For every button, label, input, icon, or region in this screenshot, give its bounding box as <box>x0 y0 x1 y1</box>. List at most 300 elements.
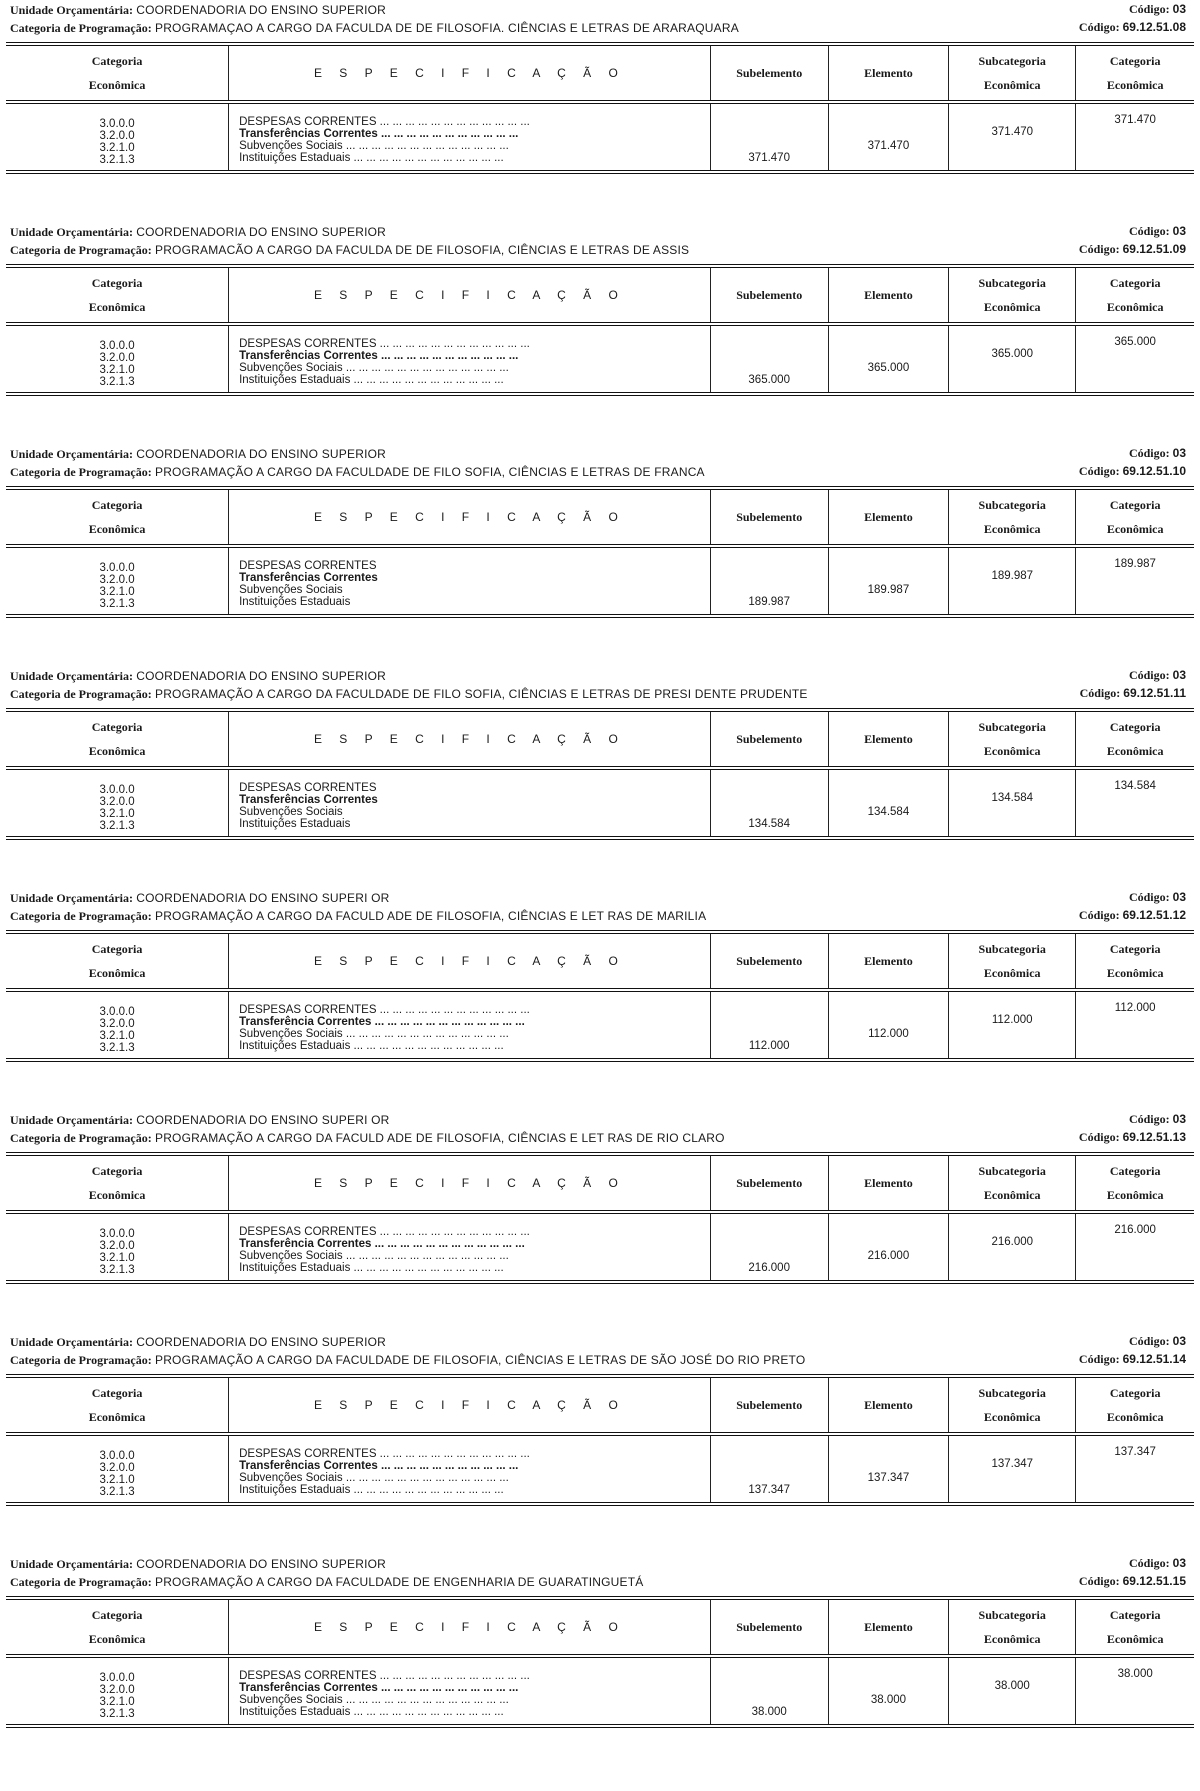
col-especificacao: E S P E C I F I C A Ç Ã O <box>229 1154 711 1212</box>
row-code: 3.2.1.3 <box>99 376 135 388</box>
description-item: Transferência Correntes ... ... ... ... ... ... ... ... ... ... ... ... <box>239 1238 525 1250</box>
row-code: 3.2.1.3 <box>99 1486 135 1498</box>
row-code: 3.2.0.0 <box>99 1240 135 1252</box>
codigo-label: Código: <box>1078 242 1120 256</box>
codes-cell <box>6 1656 229 1726</box>
codigo-2-value: 69.12.51.13 <box>1122 1130 1186 1144</box>
description-cell <box>229 102 711 172</box>
description-item: Transferências Correntes <box>239 572 378 584</box>
row-code: 3.2.1.0 <box>99 1696 135 1708</box>
unidade-label: Unidade Orçamentária: <box>10 1335 133 1349</box>
description-item: Subvenções Sociais <box>239 584 343 596</box>
col-subcategoria: Subcategoria Econômica <box>949 488 1076 546</box>
table-row <box>6 1434 1194 1504</box>
budget-table <box>6 930 1194 1062</box>
elemento-cell <box>828 102 948 172</box>
categoria-cell <box>1076 1212 1194 1282</box>
categoria-value: 112.000 <box>1114 1002 1156 1014</box>
description-item: Transferências Correntes ... ... ... ... ... ... ... ... ... ... ... <box>239 128 519 140</box>
subcategoria-value: 365.000 <box>991 348 1034 360</box>
unidade-label: Unidade Orçamentária: <box>10 225 133 239</box>
codigo-1-value: 03 <box>1172 1112 1186 1126</box>
col-categoria: Categoria Econômica <box>1076 710 1194 768</box>
programacao-value: PROGRAMAÇÃO A CARGO DA FACULD ADE DE FILOSOFIA, CIÊNCIAS E LET RAS DE MARILIA <box>154 909 707 923</box>
programacao-line <box>10 686 1190 704</box>
subelemento-cell <box>710 102 828 172</box>
row-code: 3.2.1.0 <box>99 1252 135 1264</box>
col-categoria: Categoria Econômica <box>1076 1376 1194 1434</box>
col-subelemento: Subelemento <box>710 266 828 324</box>
codigo-2 <box>1079 242 1186 257</box>
description-item: Instituições Estaduais ... ... ... ... ... ... ... ... ... ... ... ... <box>239 152 504 164</box>
col-especificacao: E S P E C I F I C A Ç Ã O <box>229 44 711 102</box>
categoria-cell <box>1076 1434 1194 1504</box>
budget-section <box>6 1554 1194 1728</box>
col-elemento: Elemento <box>828 932 948 990</box>
codigo-2 <box>1079 1130 1186 1145</box>
subelemento-value: 365.000 <box>748 374 790 386</box>
description-item: DESPESAS CORRENTES ... ... ... ... ... ... ... ... ... ... ... ... <box>239 338 530 350</box>
row-code: 3.0.0.0 <box>99 784 135 796</box>
description-item: DESPESAS CORRENTES ... ... ... ... ... ... ... ... ... ... ... ... <box>239 1448 530 1460</box>
col-especificacao: E S P E C I F I C A Ç Ã O <box>229 710 711 768</box>
col-elemento: Elemento <box>828 488 948 546</box>
codigo-label: Código: <box>1079 686 1121 700</box>
row-code: 3.0.0.0 <box>99 118 135 130</box>
row-code: 3.2.0.0 <box>99 574 135 586</box>
programacao-line <box>10 464 1190 482</box>
col-especificacao: E S P E C I F I C A Ç Ã O <box>229 1598 711 1656</box>
row-code: 3.2.1.0 <box>99 364 135 376</box>
description-list <box>229 1658 710 1718</box>
col-subelemento: Subelemento <box>710 710 828 768</box>
description-cell <box>229 768 711 838</box>
codigo-label: Código: <box>1128 1334 1170 1348</box>
unidade-label: Unidade Orçamentária: <box>10 891 133 905</box>
budget-table <box>6 1596 1194 1728</box>
description-item: Instituições Estaduais ... ... ... ... ... ... ... ... ... ... ... ... <box>239 1262 504 1274</box>
table-row <box>6 102 1194 172</box>
description-item: DESPESAS CORRENTES ... ... ... ... ... ... ... ... ... ... ... ... <box>239 1004 530 1016</box>
table-row <box>6 990 1194 1060</box>
description-item: Transferências Correntes ... ... ... ... ... ... ... ... ... ... ... <box>239 350 519 362</box>
col-subelemento: Subelemento <box>710 488 828 546</box>
row-code: 3.2.1.0 <box>99 1474 135 1486</box>
table-header-row <box>6 1376 1194 1434</box>
col-categoria-economica: Categoria Econômica <box>6 488 229 546</box>
budget-section <box>6 1332 1194 1506</box>
col-subelemento: Subelemento <box>710 44 828 102</box>
categoria-value: 365.000 <box>1114 336 1156 348</box>
section-header <box>6 1332 1194 1374</box>
description-list <box>229 326 710 386</box>
description-cell <box>229 990 711 1060</box>
subelemento-value: 137.347 <box>748 1484 790 1496</box>
codigo-1-value: 03 <box>1172 890 1186 904</box>
subelemento-cell <box>710 990 828 1060</box>
table-header-row <box>6 1154 1194 1212</box>
unidade-label: Unidade Orçamentária: <box>10 1557 133 1571</box>
elemento-value: 134.584 <box>867 806 910 818</box>
codigo-label: Código: <box>1128 2 1170 16</box>
description-item: Subvenções Sociais ... ... ... ... ... ... ... ... ... ... ... ... ... <box>239 362 509 374</box>
col-elemento: Elemento <box>828 710 948 768</box>
unidade-value: COORDENADORIA DO ENSINO SUPERIOR <box>136 1557 387 1571</box>
description-item: Subvenções Sociais ... ... ... ... ... ... ... ... ... ... ... ... ... <box>239 140 509 152</box>
categoria-value: 38.000 <box>1117 1668 1153 1680</box>
col-subcategoria: Subcategoria Econômica <box>949 932 1076 990</box>
row-code: 3.2.1.3 <box>99 1042 135 1054</box>
subelemento-value: 216.000 <box>748 1262 790 1274</box>
section-header <box>6 0 1194 42</box>
programacao-label: Categoria de Programação: <box>10 1131 152 1145</box>
codigo-label: Código: <box>1078 1130 1120 1144</box>
elemento-cell <box>828 990 948 1060</box>
budget-table <box>6 1152 1194 1284</box>
programacao-value: PROGRAMAÇÃO A CARGO DA FACULDADE DE ENGENHARIA DE GUARATINGUETÁ <box>154 1575 644 1589</box>
categoria-value: 137.347 <box>1114 1446 1156 1458</box>
budget-table <box>6 486 1194 618</box>
codigo-label: Código: <box>1128 890 1170 904</box>
col-subcategoria: Subcategoria Econômica <box>949 44 1076 102</box>
categoria-cell <box>1076 768 1194 838</box>
table-header-row <box>6 44 1194 102</box>
codigo-label: Código: <box>1128 668 1170 682</box>
description-item: Instituições Estaduais ... ... ... ... ... ... ... ... ... ... ... ... <box>239 1040 504 1052</box>
description-cell <box>229 1212 711 1282</box>
programacao-value: PROGRAMAÇÃO A CARGO DA FACULDADE DE FILO SOFIA, CIÊNCIAS E LETRAS DE FRANCA <box>154 465 705 479</box>
row-code: 3.0.0.0 <box>99 340 135 352</box>
codigo-2 <box>1079 1574 1186 1589</box>
subcategoria-value: 38.000 <box>994 1680 1030 1692</box>
col-categoria: Categoria Econômica <box>1076 1154 1194 1212</box>
codigo-1-value: 03 <box>1172 446 1186 460</box>
budget-section <box>6 888 1194 1062</box>
description-item: Transferências Correntes <box>239 794 378 806</box>
subcategoria-cell <box>949 768 1076 838</box>
codigo-2-value: 69.12.51.09 <box>1122 242 1186 256</box>
codigo-label: Código: <box>1078 1574 1120 1588</box>
col-especificacao: E S P E C I F I C A Ç Ã O <box>229 266 711 324</box>
description-item: DESPESAS CORRENTES <box>239 560 377 572</box>
codigo-1 <box>1129 2 1186 17</box>
description-item: Subvenções Sociais ... ... ... ... ... ... ... ... ... ... ... ... ... <box>239 1028 509 1040</box>
row-code: 3.2.1.3 <box>99 598 135 610</box>
elemento-value: 371.470 <box>867 140 910 152</box>
codigo-1 <box>1129 668 1186 683</box>
table-header-row <box>6 1598 1194 1656</box>
codigo-label: Código: <box>1078 20 1120 34</box>
row-code: 3.2.0.0 <box>99 796 135 808</box>
codigo-2 <box>1079 1352 1186 1367</box>
col-categoria-economica: Categoria Econômica <box>6 44 229 102</box>
description-item: DESPESAS CORRENTES ... ... ... ... ... ... ... ... ... ... ... ... <box>239 116 530 128</box>
programacao-label: Categoria de Programação: <box>10 21 152 35</box>
subcategoria-cell <box>949 102 1076 172</box>
description-item: Subvenções Sociais ... ... ... ... ... ... ... ... ... ... ... ... ... <box>239 1472 509 1484</box>
codigo-1 <box>1129 224 1186 239</box>
programacao-value: PROGRAMAÇAO A CARGO DA FACULDA DE DE FILOSOFIA. CIÊNCIAS E LETRAS DE ARARAQUARA <box>154 21 739 35</box>
programacao-line <box>10 242 1190 260</box>
description-list <box>229 1214 710 1274</box>
description-list <box>229 548 710 608</box>
col-especificacao: E S P E C I F I C A Ç Ã O <box>229 1376 711 1434</box>
unidade-label: Unidade Orçamentária: <box>10 1113 133 1127</box>
col-subelemento: Subelemento <box>710 1154 828 1212</box>
codigo-1 <box>1129 1112 1186 1127</box>
row-code: 3.2.1.0 <box>99 142 135 154</box>
col-subcategoria: Subcategoria Econômica <box>949 1154 1076 1212</box>
codes-cell <box>6 324 229 394</box>
elemento-value: 189.987 <box>867 584 910 596</box>
subelemento-value: 371.470 <box>748 152 790 164</box>
row-code: 3.2.1.0 <box>99 1030 135 1042</box>
codes-cell <box>6 102 229 172</box>
table-row <box>6 768 1194 838</box>
codigo-1 <box>1129 446 1186 461</box>
categoria-cell <box>1076 990 1194 1060</box>
categoria-value: 371.470 <box>1114 114 1156 126</box>
section-header <box>6 222 1194 264</box>
col-subcategoria: Subcategoria Econômica <box>949 1598 1076 1656</box>
codes-cell <box>6 990 229 1060</box>
col-subcategoria: Subcategoria Econômica <box>949 266 1076 324</box>
col-subcategoria: Subcategoria Econômica <box>949 1376 1076 1434</box>
subelemento-cell <box>710 324 828 394</box>
codigo-label: Código: <box>1078 464 1120 478</box>
col-especificacao: E S P E C I F I C A Ç Ã O <box>229 488 711 546</box>
unidade-line <box>10 1334 1190 1352</box>
codigo-label: Código: <box>1078 908 1120 922</box>
codes-cell <box>6 546 229 616</box>
subcategoria-cell <box>949 1656 1076 1726</box>
row-code: 3.2.1.0 <box>99 586 135 598</box>
codigo-label: Código: <box>1128 1556 1170 1570</box>
codigo-label: Código: <box>1128 446 1170 460</box>
subcategoria-cell <box>949 546 1076 616</box>
categoria-cell <box>1076 102 1194 172</box>
codigo-label: Código: <box>1078 1352 1120 1366</box>
codes-list <box>6 770 228 832</box>
row-code: 3.2.0.0 <box>99 1462 135 1474</box>
programacao-value: PROGRAMAÇÃO A CARGO DA FACULDADE DE FILOSOFIA, CIÊNCIAS E LETRAS DE SÃO JOSÉ DO RIO PRETO <box>154 1353 806 1367</box>
programacao-line <box>10 1130 1190 1148</box>
categoria-value: 134.584 <box>1114 780 1156 792</box>
codigo-label: Código: <box>1128 1112 1170 1126</box>
section-header <box>6 444 1194 486</box>
row-code: 3.0.0.0 <box>99 1228 135 1240</box>
codes-list <box>6 1214 228 1276</box>
description-cell <box>229 1434 711 1504</box>
codigo-2-value: 69.12.51.11 <box>1123 686 1186 700</box>
codigo-1 <box>1129 1334 1186 1349</box>
unidade-line <box>10 668 1190 686</box>
row-code: 3.2.1.3 <box>99 1708 135 1720</box>
budget-section <box>6 222 1194 396</box>
subcategoria-value: 216.000 <box>991 1236 1034 1248</box>
description-item: Transferências Correntes ... ... ... ... ... ... ... ... ... ... ... <box>239 1682 519 1694</box>
col-elemento: Elemento <box>828 1598 948 1656</box>
budget-table <box>6 708 1194 840</box>
unidade-line <box>10 2 1190 20</box>
row-code: 3.0.0.0 <box>99 1006 135 1018</box>
codes-list <box>6 1658 228 1720</box>
codes-list <box>6 1436 228 1498</box>
subelemento-cell <box>710 1434 828 1504</box>
row-code: 3.2.1.3 <box>99 820 135 832</box>
description-cell <box>229 1656 711 1726</box>
unidade-label: Unidade Orçamentária: <box>10 447 133 461</box>
elemento-value: 112.000 <box>868 1028 909 1040</box>
section-header <box>6 666 1194 708</box>
unidade-line <box>10 890 1190 908</box>
codigo-1 <box>1129 890 1186 905</box>
col-categoria-economica: Categoria Econômica <box>6 1376 229 1434</box>
row-code: 3.0.0.0 <box>99 1672 135 1684</box>
col-categoria: Categoria Econômica <box>1076 266 1194 324</box>
col-categoria-economica: Categoria Econômica <box>6 932 229 990</box>
subcategoria-value: 112.000 <box>991 1014 1033 1026</box>
codigo-1-value: 03 <box>1172 224 1186 238</box>
description-list <box>229 104 710 164</box>
elemento-value: 365.000 <box>867 362 910 374</box>
programacao-label: Categoria de Programação: <box>10 243 152 257</box>
unidade-value: COORDENADORIA DO ENSINO SUPERI OR <box>136 891 390 905</box>
table-header-row <box>6 266 1194 324</box>
description-item: Instituições Estaduais ... ... ... ... ... ... ... ... ... ... ... ... <box>239 1706 504 1718</box>
unidade-value: COORDENADORIA DO ENSINO SUPERIOR <box>136 225 387 239</box>
programacao-label: Categoria de Programação: <box>10 1353 152 1367</box>
budget-table <box>6 1374 1194 1506</box>
unidade-label: Unidade Orçamentária: <box>10 3 133 17</box>
codigo-1 <box>1129 1556 1186 1571</box>
subelemento-cell <box>710 768 828 838</box>
subcategoria-value: 137.347 <box>991 1458 1034 1470</box>
description-item: Transferência Correntes ... ... ... ... ... ... ... ... ... ... ... ... <box>239 1016 525 1028</box>
elemento-value: 38.000 <box>870 1694 907 1706</box>
codes-cell <box>6 1212 229 1282</box>
categoria-cell <box>1076 546 1194 616</box>
table-header-row <box>6 488 1194 546</box>
col-categoria-economica: Categoria Econômica <box>6 1598 229 1656</box>
description-cell <box>229 324 711 394</box>
unidade-line <box>10 224 1190 242</box>
row-code: 3.0.0.0 <box>99 562 135 574</box>
row-code: 3.2.0.0 <box>99 1684 135 1696</box>
table-row <box>6 546 1194 616</box>
row-code: 3.2.0.0 <box>99 1018 135 1030</box>
unidade-line <box>10 1556 1190 1574</box>
programacao-line <box>10 1352 1190 1370</box>
description-item: Subvenções Sociais <box>239 806 343 818</box>
subcategoria-cell <box>949 1434 1076 1504</box>
description-list <box>229 992 710 1052</box>
programacao-line <box>10 908 1190 926</box>
row-code: 3.2.1.0 <box>99 808 135 820</box>
codigo-1-value: 03 <box>1172 2 1186 16</box>
categoria-value: 216.000 <box>1114 1224 1156 1236</box>
budget-section <box>6 1110 1194 1284</box>
description-item: Transferências Correntes ... ... ... ... ... ... ... ... ... ... ... <box>239 1460 519 1472</box>
subelemento-value: 189.987 <box>748 596 790 608</box>
codigo-2-value: 69.12.51.12 <box>1122 908 1186 922</box>
codigo-1-value: 03 <box>1172 1334 1186 1348</box>
row-code: 3.2.1.3 <box>99 1264 135 1276</box>
codigo-1-value: 03 <box>1172 1556 1186 1570</box>
col-categoria-economica: Categoria Econômica <box>6 1154 229 1212</box>
elemento-cell <box>828 1656 948 1726</box>
description-cell <box>229 546 711 616</box>
elemento-value: 137.347 <box>867 1472 910 1484</box>
subelemento-cell <box>710 546 828 616</box>
programacao-label: Categoria de Programação: <box>10 465 152 479</box>
description-item: Subvenções Sociais ... ... ... ... ... ... ... ... ... ... ... ... ... <box>239 1250 509 1262</box>
codigo-2 <box>1079 908 1186 923</box>
subelemento-value: 38.000 <box>751 1706 787 1718</box>
unidade-line <box>10 1112 1190 1130</box>
subcategoria-value: 134.584 <box>991 792 1034 804</box>
elemento-cell <box>828 768 948 838</box>
elemento-cell <box>828 324 948 394</box>
row-code: 3.2.0.0 <box>99 352 135 364</box>
subelemento-cell <box>710 1212 828 1282</box>
description-list <box>229 1436 710 1496</box>
programacao-line <box>10 20 1190 38</box>
subcategoria-value: 371.470 <box>991 126 1034 138</box>
subcategoria-cell <box>949 324 1076 394</box>
unidade-line <box>10 446 1190 464</box>
section-header <box>6 1110 1194 1152</box>
row-code: 3.0.0.0 <box>99 1450 135 1462</box>
subelemento-value: 134.584 <box>748 818 790 830</box>
subelemento-cell <box>710 1656 828 1726</box>
col-elemento: Elemento <box>828 1154 948 1212</box>
subelemento-value: 112.000 <box>748 1040 790 1052</box>
programacao-value: PROGRAMAÇÃO A CARGO DA FACULDADE DE FILO SOFIA, CIÊNCIAS E LETRAS DE PRESI DENTE PRUDENTE <box>154 687 808 701</box>
codes-cell <box>6 768 229 838</box>
col-subelemento: Subelemento <box>710 1598 828 1656</box>
elemento-cell <box>828 1212 948 1282</box>
table-header-row <box>6 932 1194 990</box>
codigo-1-value: 03 <box>1172 668 1186 682</box>
section-header <box>6 1554 1194 1596</box>
codes-list <box>6 326 228 388</box>
codes-cell <box>6 1434 229 1504</box>
budget-table <box>6 264 1194 396</box>
table-row <box>6 1656 1194 1726</box>
description-item: DESPESAS CORRENTES <box>239 782 377 794</box>
codigo-2-value: 69.12.51.15 <box>1122 1574 1186 1588</box>
codes-list <box>6 548 228 610</box>
description-item: Subvenções Sociais ... ... ... ... ... ... ... ... ... ... ... ... ... <box>239 1694 509 1706</box>
categoria-cell <box>1076 1656 1194 1726</box>
col-categoria: Categoria Econômica <box>1076 932 1194 990</box>
budget-section <box>6 666 1194 840</box>
codigo-2 <box>1080 686 1186 701</box>
subcategoria-cell <box>949 990 1076 1060</box>
unidade-label: Unidade Orçamentária: <box>10 669 133 683</box>
description-item: Instituições Estaduais ... ... ... ... ... ... ... ... ... ... ... ... <box>239 374 504 386</box>
description-item: Instituições Estaduais <box>239 596 351 608</box>
programacao-value: PROGRAMACÃO A CARGO DA FACULDA DE DE FILOSOFIA, CIÊNCIAS E LETRAS DE ASSIS <box>154 243 690 257</box>
budget-table <box>6 42 1194 174</box>
col-elemento: Elemento <box>828 44 948 102</box>
col-elemento: Elemento <box>828 266 948 324</box>
col-categoria: Categoria Econômica <box>1076 1598 1194 1656</box>
subcategoria-cell <box>949 1212 1076 1282</box>
col-categoria: Categoria Econômica <box>1076 44 1194 102</box>
subcategoria-value: 189.987 <box>991 570 1034 582</box>
